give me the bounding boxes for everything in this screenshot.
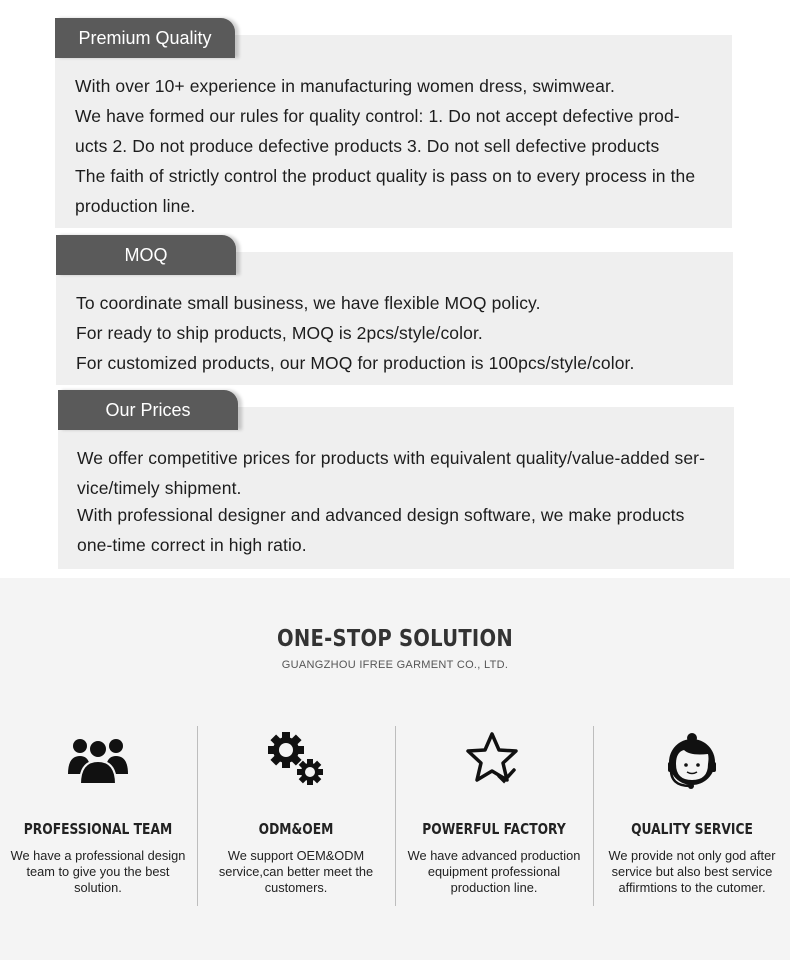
- feature-quality-service: [594, 726, 790, 906]
- tab-our-prices: Our Prices: [58, 390, 238, 430]
- feature-desc: We support OEM&ODM service,can better meet the customers.: [218, 848, 374, 895]
- quality-line-5: production line.: [75, 196, 196, 216]
- prices-line-4: one-time correct in high ratio.: [77, 535, 307, 555]
- prices-line-1: We offer competitive prices for products with equivalent quality/value-added ser-: [77, 448, 706, 468]
- feature-desc: We have advanced production equipment professional production line.: [407, 848, 581, 895]
- moq-line-2: For ready to ship products, MOQ is 2pcs/style/color.: [76, 323, 483, 343]
- feature-desc: We provide not only god after service but also best service affirmtions to the cutomer.: [608, 848, 776, 895]
- feature-desc: We have a professional design team to give you the best solution.: [10, 848, 186, 895]
- feature-title: POWERFUL FACTORY: [422, 820, 566, 838]
- quality-line-4: The faith of strictly control the product quality is pass on to every process in the: [75, 166, 696, 186]
- feature-powerful-factory: [396, 726, 592, 906]
- solution-subtitle: GUANGZHOU IFREE GARMENT CO., LTD.: [281, 659, 509, 671]
- headset-agent-icon: [594, 730, 790, 790]
- prices-line-2: vice/timely shipment.: [77, 478, 242, 498]
- tab-moq: MOQ: [56, 235, 236, 275]
- feature-title: ODM&OEM: [258, 820, 334, 838]
- prices-line-3: With professional designer and advanced design software, we make products: [77, 505, 685, 525]
- gears-icon: [198, 730, 394, 790]
- moq-line-3: For customized products, our MOQ for production is 100pcs/style/color.: [76, 353, 635, 373]
- quality-line-1: With over 10+ experience in manufacturing women dress, swimwear.: [75, 76, 615, 96]
- moq-line-1: To coordinate small business, we have flexible MOQ policy.: [76, 293, 541, 313]
- tab-premium-quality: Premium Quality: [55, 18, 235, 58]
- feature-professional-team: [0, 726, 196, 906]
- star-check-icon: [396, 730, 592, 790]
- feature-title: QUALITY SERVICE: [631, 820, 753, 838]
- quality-line-2: We have formed our rules for quality control: 1. Do not accept defective prod-: [75, 106, 680, 126]
- quality-line-3: ucts 2. Do not produce defective products 3. Do not sell defective products: [75, 136, 660, 156]
- feature-title: PROFESSIONAL TEAM: [23, 820, 173, 838]
- solution-title: ONE-STOP SOLUTION: [277, 626, 513, 652]
- team-icon: [0, 730, 196, 790]
- feature-odm-oem: [198, 726, 394, 906]
